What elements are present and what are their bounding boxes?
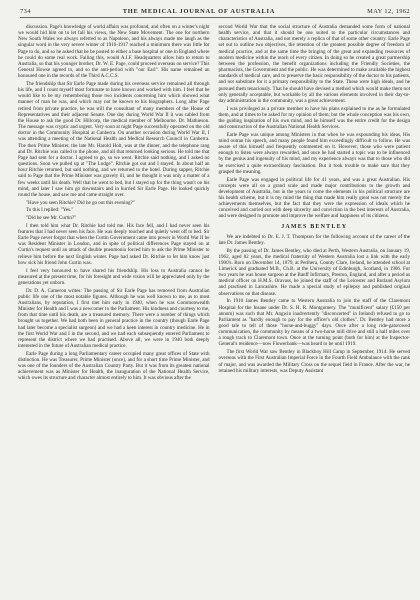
paragraph: Earle Page during a long Parliamentary career occupied many great offices of State with distinction. He was Treasurer, Prime Minister (once), and for a short time Prime Minister, and was one of the founders of the Australian Country Party. But it was from its greatest national achievement was as Minister for Health, the inauguration of the National Health Service, which owes its structure and character almost entirely to him. It was obvious after the [18,350,210,382]
two-column-body [18,24,410,383]
paragraph: The first World War saw Bentley in Blackboy Hill Camp in September, 1914. He served overseas with the First Australian Imperial Force in the Fourth Field Ambulance with the rank of major, and was awarded the Military Cross on the sequel field in France. After the war, he retained his military interests, was Deputy Assistant [218,349,410,374]
paragraph: "Have you seen Ritchie? Did he go out this evening?" [26,199,135,206]
paragraph: I was privileged as a private member to have his plans explained to me as he formulated them, and at times to be asked for my opinion of them; but the whole conception was his own, the guiding inspiration of his own mind, and he himself was the entire credit for the design and construction of the Australian National Health Services. [218,105,410,131]
page-number: 734 [20,8,31,15]
paragraph: I then told him what Dr. Ritchie had told me. His face fell, and I had never seen his features that I had never seen his face. He was deeply touched and quietly went off to bed. Sir Earle Page never forgot that when the Curtin Government came into power in World War II he was Resident Minister in London, and in spite of political differences Page stayed on at Curtin's request until an attack of double pneumonia forced him to ask the Prime Minister to relieve him before the next English winter. Page had asked Dr. Ritchie to let him know just how sick his friend John Curtin was. [18,222,210,266]
paragraph: The friendship that Sir Earle Page made during his overseas service remained all through his life, and I count myself most fortunate to have known and worked with him. I feel that he would like to be my remembering those two incidents concerning him which showed what manner of man he was, and which may not be known to his biographers. Long after Page retired from private practice, he was still the consultant of many members of the House of Representatives and their adjacent Senate. One day during World War II it was cabled from the House to ask the good Dr. Hillcorp, the medical member of Melbourne. Dr. Mathieson. The message was cryptic and urgent. Very soon at night Page successfully operated on the old doctor in the Community Hospital at Canberra. On another occasion during World War II, I was attending a meeting of the National Health and Medical Research Council in Canberra. The then Prime Minister, the late Mr. Harold Holt, was at the dinner, and the telephone rang and Dr. Ritchie was called to the phone, and all that returned looking serious. He told me that Page had sent for a doctor. I agreed to go, so we went. Ritchie said nothing, and I asked no questions. Soon we pulled up at "The Lodge". Ritchie got out and I stayed. In about half an hour Ritchie returned, but said nothing, and we returned to the hotel. During supper, Ritchie said to Page that the Prime Minister was gravely ill, and he thought it was only a matter of a few weeks until his death. Well that he went to bed, but I stayed up for the thing wasn't on his mind, and later I saw him go downstairs and in hurried Sir Earle Page. He looked quickly round the house, and saw me and came straight over. [18,81,210,198]
paragraph: Earle Page was unique among Ministers in that when he was expounding his ideas, His mind outran his speech, and many people found him exceedingly difficult to follow. He was aware of this himself and frequently commented on it. However, those who were patient enough to listen were always rewarded, and once he had started a topic was to be influenced by the genius and ingenuity of his mind, and my experience always was that to those who did he exercised a quite extraordinary fascination. But it took trouble to make sure that they grasped the meaning. [218,131,410,175]
left-column [18,24,210,383]
paragraph: We are indebted to Dr. E. J. T. Thompson for the following account of the career of the late Dr. James Bentley. [218,233,410,246]
paragraph: To this I replied: "Yes." [26,207,74,214]
running-header [20,8,410,18]
issue-date: MAY 12, 1962 [367,8,410,15]
paragraph: discussion. Page's knowledge of world affairs was profound, and often on a winter's night we would bid him on to let fall his views, the New State Movement. The one for northern New South Wales we always referred to as Napoleon, and his always made me laugh as the singular word in the very severe winter of 1916-1917 reached a minimum there was little for Page to do, and so he asked that he be posted to either a base hospital or one in England where he could do some real work. Failing this, would A.I.F. Headquarters allow him to return to Australia, so that his younger brother, Dr. W. E. Page, could proceed overseas on service? This General Howse agreed to, and so the anti-period with "our Earl". His name remained an honoured one in the records of the Third A.C.C.S. [18,24,210,80]
paragraph: I feel very honoured to have shared his friendship. His loss to Australia cannot be measured at the present time, for his foresight and wide vision will be appreciated only by the generations yet unborn. [18,267,210,286]
right-column [219,24,411,383]
paragraph: "Did he see Mr. Curtin?" [26,215,77,222]
paragraph: By the passing of Dr. James Bentley, who died at Perth, Western Australia, on January 19, 1962, aged 82 years, the medical fraternity of Western Australia lost a link with the early 1900's. Born on December 14, 1879, at Perlhera, County Clare, Ireland, he attended school at Limerick and graduated M.B., Ch.B. at the University of Edinburgh, Scotland, in 1906. For two years he was house surgeon at the Banff Infirmary, Preston, England, and after a period as medical officer on H.M.S. Oravass, he joined the staff of the Leicester and Rutland Asylum and practised in Lancashire. He made a special study of epilepsy and published original observations on that disease. [218,247,410,297]
paragraph: Earle Page was engaged in political life for 41 years, and was a great Australian. His concepts were all on a grand scale and made major contributions to the growth and development of Australia, but in the years to come the elements in his political structure are his health scheme, but it is my mind the thing that made him really great was not merely the achievements themselves, but the fact that they were the expression of ideals which he conceived and carried out with deep sincerity and conviction in the best interests of Australia, and were designed to promote and improve the welfare and happiness of its citizens. [218,176,410,220]
paragraph: In 1910 James Bentley came to Western Australia to join the staff of the Claremont Hospital for the Insane under Dr. S. H. R. Montgomery. The "munificent" salary (£150 per annum) was such that Mr. Angwin inadvertently "disconcerted" in Ireland) refused to go to Parliament as "hardly enough to pay for the officer's old clothes". Dr. Bentley had more a good tale to tell of those "horse-and-buggy" days. Once after a long ride-gatorowed communication, the community by means of a two-horse mill drive and still a half miles over a rough track to Claremont town. Once at the turning point (both for him) at the Inspector-General's residence—now Flowerbank—was heard to be until 1919. [218,298,410,348]
paragraph: Dr. D. A. Cameron writes: The passing of Sir Earle Page has removed from Australian public life one of the most notable figures. Although he was well known to me, as to most Australians, by reputation, I first met him early in 1940, when he was Commonwealth Minister for Health and I was a newcomer to the Parliament. His kindness and courtesy to me, from that time until his death, are a treasured memory. There were a number of things which brought us together. We had both been in general practice in the country (though Earle Page had later become a specialist surgeon) and we had a keen interest in country medicine. He in the first World War and I in the second, and we had each subsequently entered Parliament to represent the district where we had practised. Above all, we were in 1940 both deeply interested in the future of Australian medical practice. [18,287,210,349]
journal-title: THE MEDICAL JOURNAL OF AUSTRALIA [122,8,276,15]
obituary-heading: JAMES BENTLEY [281,223,348,230]
paragraph: second World War that the social structure of Australia demanded some form of national health service, and that it should be one suited to the particular circumstances and characteristics of Australia, and not merely a replica of that of some other country. Earle Page set out to outline two objectives, the retention of the greatest possible degree of freedom of medical practice, and at the same time the bringing of the great and expanding resources of modern medicine within the reach of every citizen. In doing so he created a great partnership between the profession, the benefit organizations including the Friendly Societies, the pharmacists, the Government and the public. He was determined to make available the highest standards of medical care, and to preserve the basic responsibility of the doctor to his patients, and not substitute for it a primary responsibility to the State. These were high ideals, and he pursued them tenaciously. That he should have devised a method which would make them not only generally acceptable, but workable by all the various elements involved in their day-to-day administration in the community, was a great achievement. [218,24,410,104]
